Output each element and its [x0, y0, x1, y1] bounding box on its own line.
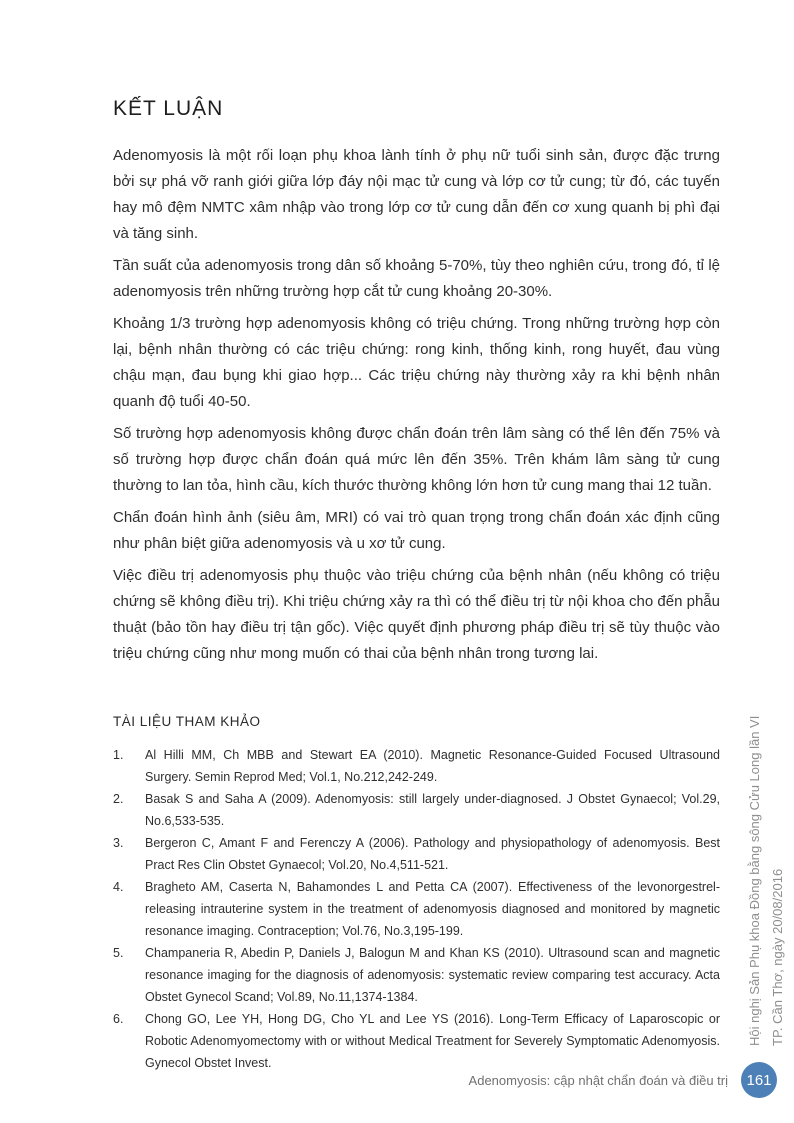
sidebar-note — [743, 715, 789, 1046]
conference-date: TP. Cần Thơ, ngày 20/08/2016 — [770, 868, 785, 1046]
paragraph: Số trường hợp adenomyosis không được chẩn đoán trên lâm sàng có thể lên đến 75% và số trường hợp được chẩn đoán quá mức lên đến 35%. Trên khám lâm sàng tử cung thường to lan tỏa, hình cầu, kích thước thường không lớn hơn tử cung mang thai 12 tuần. — [113, 425, 720, 494]
reference-text: Chong GO, Lee YH, Hong DG, Cho YL and Lee YS (2016). Long-Term Efficacy of Laparoscopic or Robotic Adenomyomectomy with or without Medical Treatment for Severely Symptomatic Adenomyosis. Gynecol Obstet Invest. — [145, 1012, 720, 1070]
footer-title: Adenomyosis: cập nhật chẩn đoán và điều trị — [468, 1073, 728, 1088]
reference-text: Al Hilli MM, Ch MBB and Stewart EA (2010). Magnetic Resonance-Guided Focused Ultrasound Surgery. Semin Reprod Med; Vol.1, No.212,242-249. — [145, 748, 720, 784]
reference-number: 3. — [113, 836, 124, 850]
reference-number: 5. — [113, 946, 124, 960]
reference-text: Champaneria R, Abedin P, Daniels J, Balogun M and Khan KS (2010). Ultrasound scan and magnetic resonance imaging for the diagnosis of adenomyosis: systematic review comparing test accuracy. Acta Obstet Gynecol Scand; Vol.89, No.11,1374-1384. — [145, 946, 720, 1004]
main-content — [113, 96, 720, 1074]
reference-text: Basak S and Saha A (2009). Adenomyosis: still largely under-diagnosed. J Obstet Gynaecol; Vol.29, No.6,533-535. — [145, 792, 720, 828]
section-title: KẾT LUẬN — [113, 97, 224, 120]
reference-number: 2. — [113, 792, 124, 806]
paragraph: Khoảng 1/3 trường hợp adenomyosis không có triệu chứng. Trong những trường hợp còn lại, bệnh nhân thường có các triệu chứng: rong kinh, thống kinh, rong huyết, đau vùng chậu mạn, đau bụng khi giao hợp... Các triệu chứng này thường xảy ra khi bệnh nhân quanh độ tuổi 40-50. — [113, 315, 720, 410]
reference-text: Bergeron C, Amant F and Ferenczy A (2006). Pathology and physiopathology of adenomyosis. Best Pract Res Clin Obstet Gynaecol; Vol.20, No.4,511-521. — [145, 836, 720, 872]
paragraph: Tần suất của adenomyosis trong dân số khoảng 5-70%, tùy theo nghiên cứu, trong đó, tỉ lệ adenomyosis trên những trường hợp cắt tử cung khoảng 20-30%. — [113, 257, 720, 300]
reference-number: 1. — [113, 748, 124, 762]
reference-item — [113, 788, 720, 832]
reference-item — [113, 832, 720, 876]
paragraph: Việc điều trị adenomyosis phụ thuộc vào triệu chứng của bệnh nhân (nếu không có triệu chứng sẽ không điều trị). Khi triệu chứng xảy ra thì có thể điều trị từ nội khoa cho đến phẫu thuật (bảo tồn hay điều trị tận gốc). Việc quyết định phương pháp điều trị sẽ tùy thuộc vào triệu chứng cũng như mong muốn có thai của bệnh nhân trong tương lai. — [113, 567, 720, 662]
page-number-badge — [741, 1062, 777, 1098]
conference-name: Hội nghị Sản Phụ khoa Đồng bằng sông Cửu Long lần VI — [747, 715, 762, 1046]
references-heading: TÀI LIỆU THAM KHẢO — [113, 714, 261, 729]
page-number: 161 — [746, 1071, 772, 1089]
paragraph: Adenomyosis là một rối loạn phụ khoa lành tính ở phụ nữ tuổi sinh sản, được đặc trưng bởi sự phá vỡ ranh giới giữa lớp đáy nội mạc tử cung và lớp cơ tử cung; từ đó, các tuyến hay mô đệm NMTC xâm nhập vào trong lớp cơ tử cung dẫn đến cơ xung quanh bị phì đại và tăng sinh. — [113, 147, 720, 242]
references-section — [113, 714, 720, 1074]
reference-number: 4. — [113, 880, 124, 894]
reference-text: Bragheto AM, Caserta N, Bahamondes L and Petta CA (2007). Effectiveness of the levonorgestrel-releasing intrauterine system in the treatment of adenomyosis diagnosed and monitored by magnetic resonance imaging. Contraception; Vol.76, No.3,195-199. — [145, 880, 720, 938]
paragraph: Chẩn đoán hình ảnh (siêu âm, MRI) có vai trò quan trọng trong chẩn đoán xác định cũng như phân biệt giữa adenomyosis và u xơ tử cung. — [113, 509, 720, 552]
reference-item — [113, 876, 720, 942]
reference-item — [113, 744, 720, 788]
reference-number: 6. — [113, 1012, 124, 1026]
reference-item — [113, 942, 720, 1008]
reference-item — [113, 1008, 720, 1074]
